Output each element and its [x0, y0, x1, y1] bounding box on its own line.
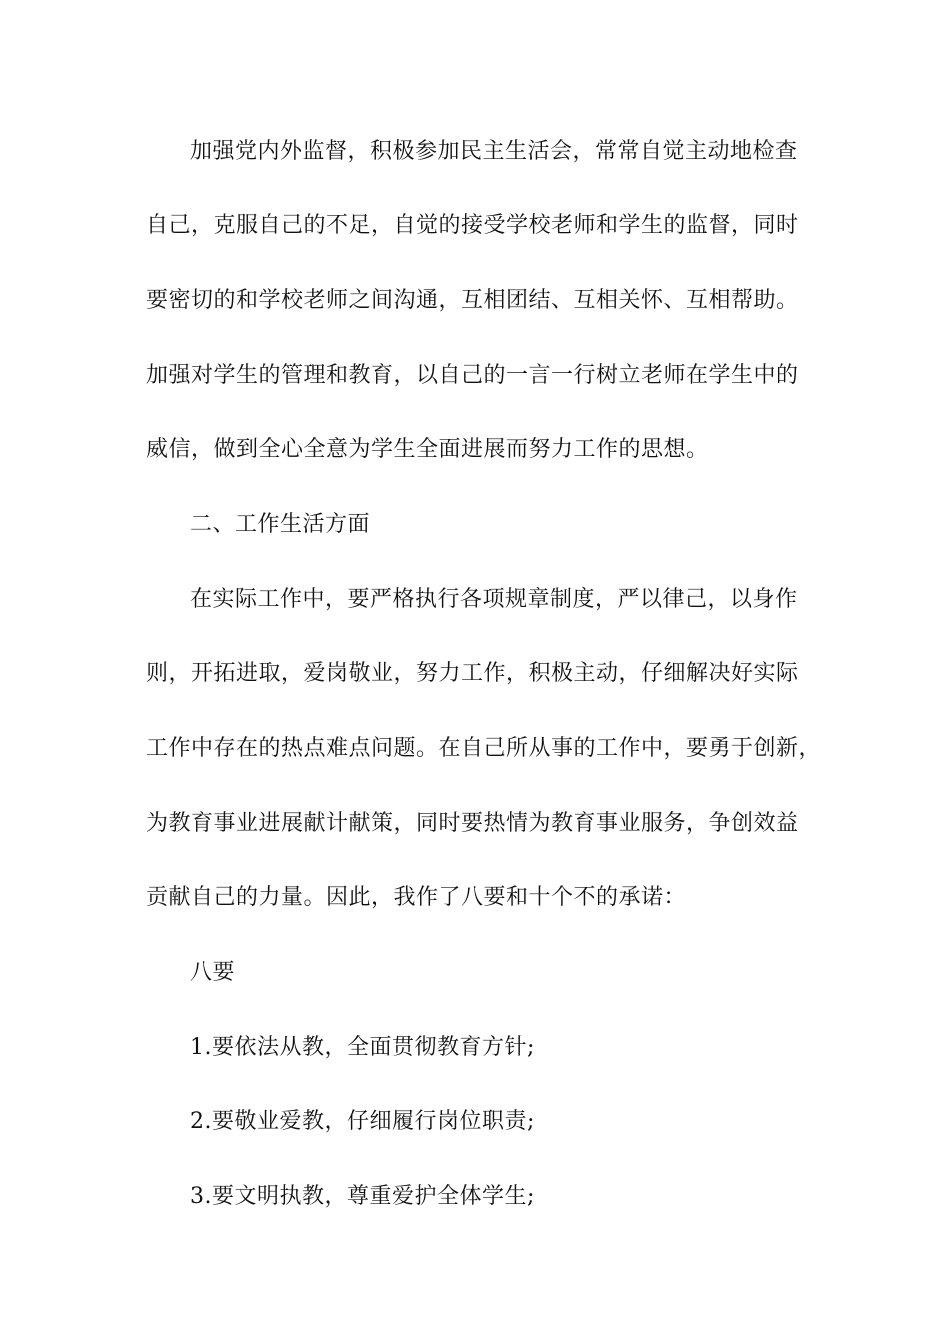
list-item: 1.要依法从教，全面贯彻教育方针; — [190, 1035, 535, 1060]
paragraph-line: 加强对学生的管理和教育，以自己的一言一行树立老师在学生中的 — [146, 363, 799, 388]
paragraph-line: 贡献自己的力量。因此，我作了八要和十个不的承诺： — [146, 885, 687, 910]
paragraph-line: 加强党内外监督，积极参加民主生活会，常常自觉主动地检查 — [190, 139, 798, 164]
paragraph-line: 在实际工作中，要严格执行各项规章制度，严以律己，以身作 — [190, 587, 798, 612]
paragraph-line: 自己，克服自己的不足，自觉的接受学校老师和学生的监督，同时 — [146, 213, 799, 238]
list-item: 2.要敬业爱教，仔细履行岗位职责; — [190, 1109, 535, 1134]
list-heading: 八要 — [190, 960, 236, 985]
section-heading: 二、工作生活方面 — [190, 512, 371, 537]
paragraph-line: 要密切的和学校老师之间沟通，互相团结、互相关怀、互相帮助。 — [146, 288, 799, 313]
paragraph-line: 则，开拓进取，爱岗敬业，努力工作，积极主动，仔细解决好实际 — [146, 661, 799, 686]
paragraph-line: 为教育事业进展献计献策，同时要热情为教育事业服务，争创效益 — [146, 811, 799, 836]
paragraph-line: 威信，做到全心全意为学生全面进展而努力工作的思想。 — [146, 437, 709, 462]
list-item: 3.要文明执教，尊重爱护全体学生; — [190, 1184, 535, 1209]
paragraph-line: 工作中存在的热点难点问题。在自己所从事的工作中，要勇于创新， — [146, 736, 822, 761]
